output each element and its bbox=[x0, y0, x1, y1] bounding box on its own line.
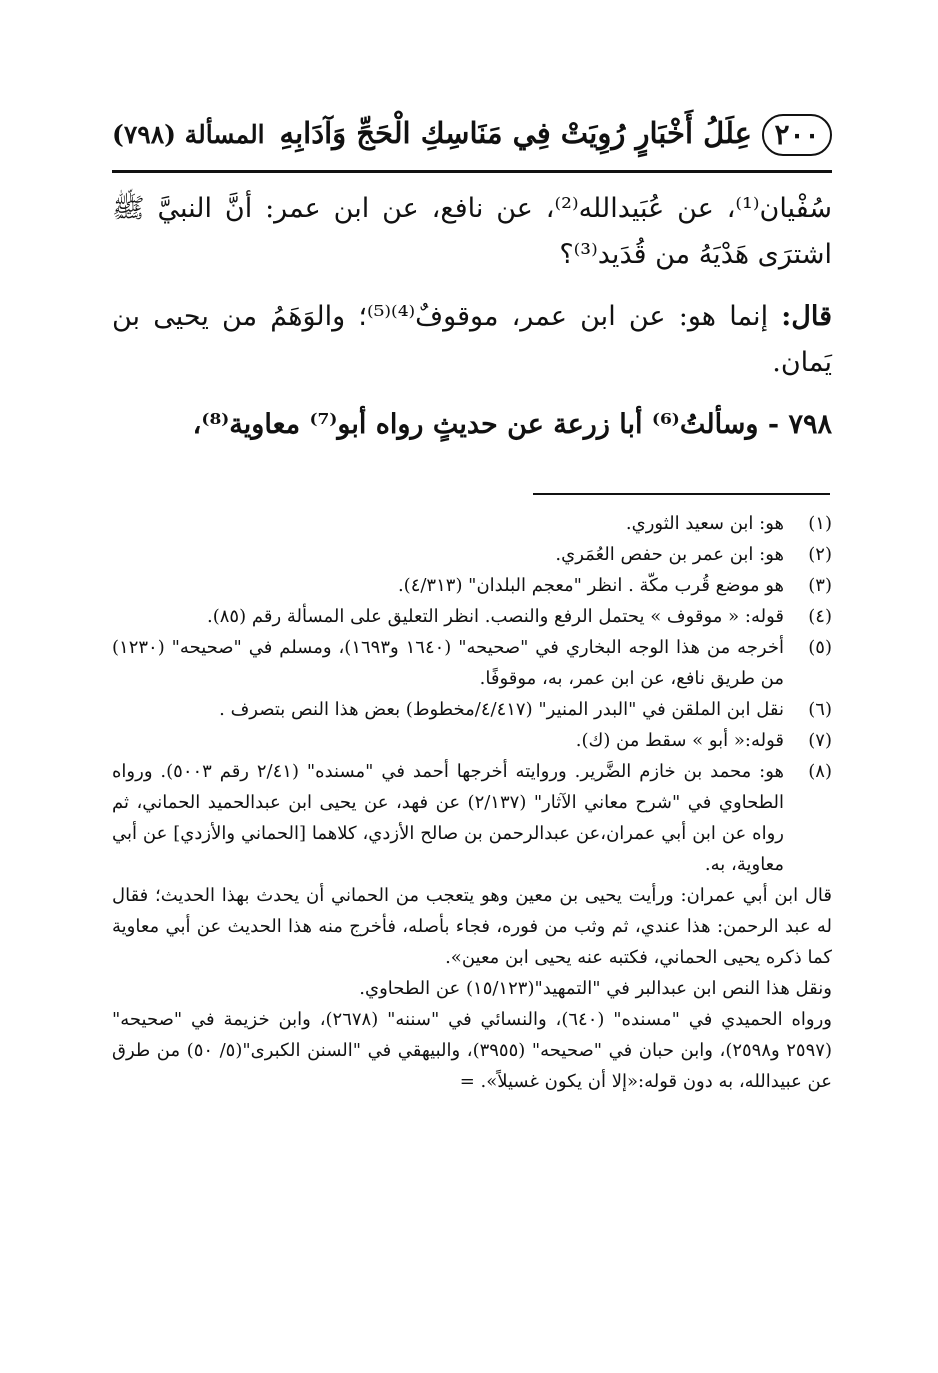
page-number: ٢٠٠ bbox=[762, 114, 832, 156]
paragraph-2-text: إنما هو: عن ابن عمر، موقوفٌ⁽⁴⁾⁽⁵⁾؛ والوَهَمُ من يحيى بن يَمان. bbox=[112, 301, 832, 378]
footnotes bbox=[112, 508, 832, 1097]
footnote-text: هو: ابن عمر بن حفص العُمَري. bbox=[555, 544, 784, 565]
footnote-number: (٤) bbox=[808, 606, 832, 627]
footnote-text: هو: محمد بن خازم الضَّرير. وروايته أخرجها أحمد في "مسنده" (٢/٤١ رقم ٥٠٠٣). ورواه الطحاوي في "شرح معاني الآثار" (٢/١٣٧) عن فهد، عن يحيى ابن عبدالحميد الحماني، ثم رواه عن ابن أبي عمران،عن عبدالرحمن بن صالح الأزدي، كلاهما [الحماني والأزدي] عن أبي معاوية، به. bbox=[112, 761, 785, 875]
footnote bbox=[112, 508, 832, 539]
footnote-number: (٦) bbox=[808, 699, 832, 720]
footnote bbox=[112, 632, 832, 694]
said-label: قال: bbox=[781, 301, 832, 332]
footnote-number: (٥) bbox=[808, 637, 832, 658]
running-title: عِلَلُ أَخْبَارٍ رُوِيَتْ فِي مَنَاسِكِ الْحَجِّ وَآدَابِهِ bbox=[279, 116, 752, 150]
page-header bbox=[112, 112, 832, 160]
footnote-number: (٧) bbox=[808, 730, 832, 751]
issue-label: المسألة (٧٩٨) bbox=[112, 120, 265, 149]
footnote-number: (٣) bbox=[808, 575, 832, 596]
footnote-number: (٨) bbox=[808, 761, 832, 782]
footnote-continuation: ونقل هذا النص ابن عبدالبر في "التمهيد"(١٥/١٢٣) عن الطحاوي. bbox=[359, 978, 832, 999]
footnote-rule bbox=[533, 493, 830, 495]
footnote-continuation: ورواه الحميدي في "مسنده" (٦٤٠)، والنسائي في "سننه" (٢٦٧٨)، وابن خزيمة في "صحيحه" (٢٥٩٧ و٢٥٩٨)، وابن حبان في "صحيحه" (٣٩٥٥)، والبيهقي في "السنن الكبرى"(٥/ ٥٠) من طرق عن عبيدالله، به دون قوله:«إلا أن يكون غسيلاً». = bbox=[112, 1009, 832, 1092]
footnote bbox=[112, 601, 832, 632]
footnote-text: نقل ابن الملقن في "البدر المنير" (٤/٤١٧/مخطوط) بعض هذا النص بتصرف . bbox=[219, 699, 784, 720]
paragraph-2 bbox=[112, 294, 832, 386]
footnote-text: قوله: « موقوف » يحتمل الرفع والنصب. انظر التعليق على المسألة رقم (٨٥). bbox=[207, 606, 784, 627]
footnote bbox=[112, 539, 832, 570]
footnote bbox=[112, 725, 832, 756]
footnote-text: هو موضع قُرب مكّة . انظر "معجم البلدان" (٤/٣١٣). bbox=[397, 575, 784, 596]
footnote-text: قوله:« أبو » سقط من (ك). bbox=[575, 730, 784, 751]
footnote-text: هو: ابن سعيد الثوري. bbox=[625, 513, 784, 534]
header-rule bbox=[112, 170, 832, 173]
footnote bbox=[112, 756, 832, 880]
footnote-continuation: قال ابن أبي عمران: ورأيت يحيى بن معين وهو يتعجب من الحماني أن يحدث بهذا الحديث؛ فقال له عبد الرحمن: هذا عندي، ثم وثب من فوره، فجاء بأصله، فأخرج منه هذا الحديث عن أبي معاوية كما ذكره يحيى الحماني، فكتبه عنه يحيى ابن معين». bbox=[112, 885, 832, 968]
footnote-number: (١) bbox=[808, 513, 832, 534]
footnote-number: (٢) bbox=[808, 544, 832, 565]
main-text bbox=[112, 186, 832, 464]
footnote bbox=[112, 694, 832, 725]
footnote bbox=[112, 570, 832, 601]
issue-798-opening: ٧٩٨ - وسألتُ⁽⁶⁾ أبا زرعة عن حديثٍ رواه أبو⁽⁷⁾ معاوية⁽⁸⁾، bbox=[192, 409, 832, 440]
footnote-text: أخرجه من هذا الوجه البخاري في "صحيحه" (١٦٤٠ و١٦٩٣)، ومسلم في "صحيحه" (١٢٣٠) من طريق نافع، عن ابن عمر، به، موقوفًا. bbox=[112, 637, 784, 689]
paragraph-1: سُفْيان⁽¹⁾، عن عُبَيدالله⁽²⁾، عن نافع، عن ابن عمر: أنَّ النبيَّ ﷺ اشترَى هَدْيَهُ من قُدَيد⁽³⁾؟ bbox=[112, 193, 832, 270]
